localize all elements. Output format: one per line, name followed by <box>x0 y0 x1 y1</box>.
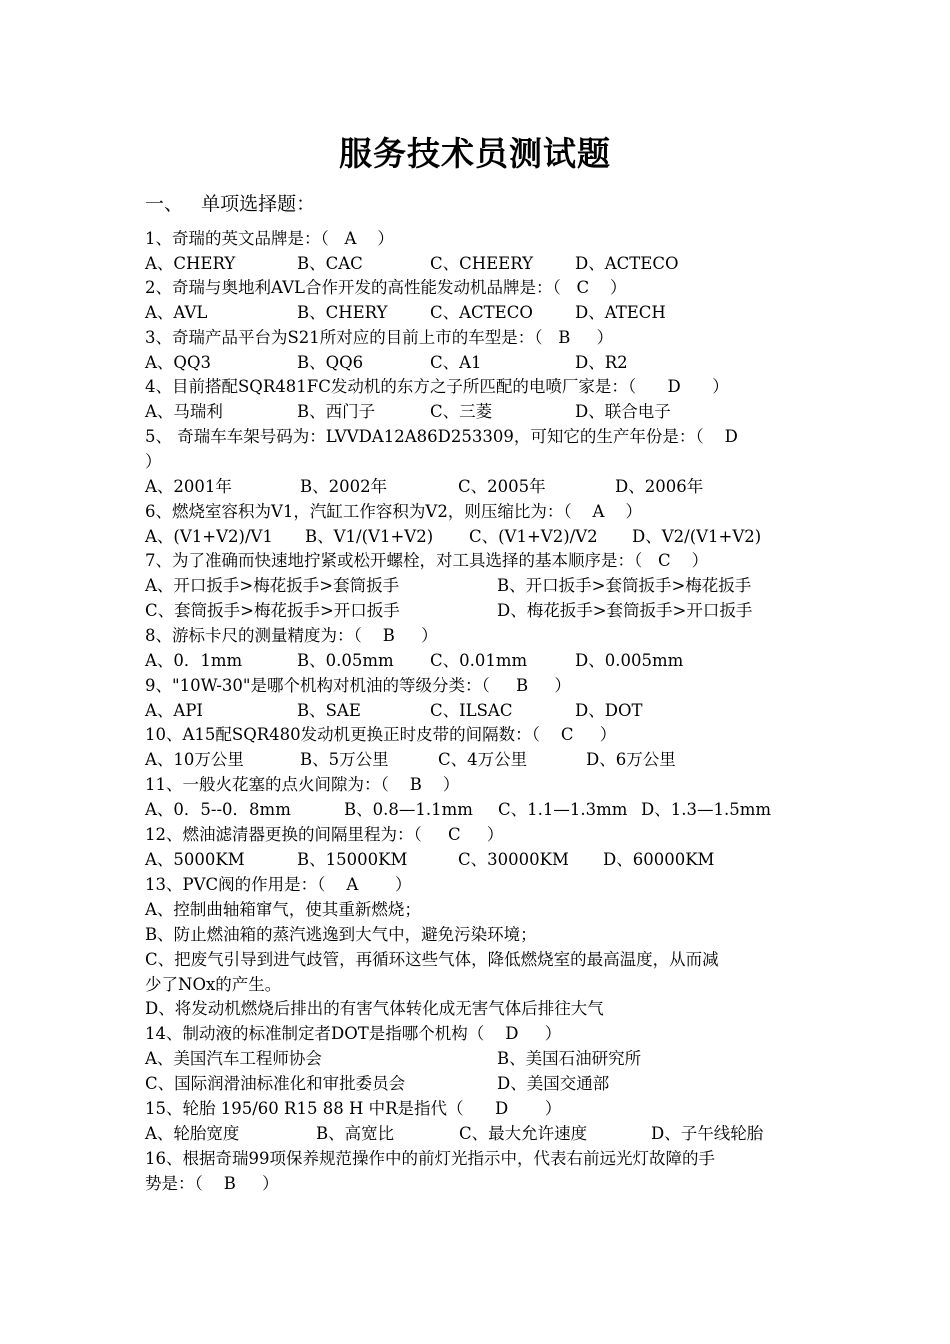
q4-option-d: D、联合电子 <box>575 402 671 421</box>
q14-option-c: C、国际润滑油标准化和审批委员会 <box>145 1074 406 1093</box>
q12-option-d: D、60000KM <box>603 850 715 869</box>
question-5: 5、 奇瑞车车架号码为：LVVDA12A86D253309，可知它的生产年份是：（ D <box>145 427 738 446</box>
page-title: 服务技术员测试题 <box>339 134 611 173</box>
q4-option-a: A、马瑞利 <box>145 402 223 421</box>
q5-option-c: C、2005年 <box>458 477 546 496</box>
q13-option-a: A、控制曲轴箱窜气，使其重新燃烧； <box>145 900 421 919</box>
q1-option-b: B、CAC <box>297 254 363 273</box>
q11-option-d: D、1.3—1.5mm <box>641 800 772 819</box>
q1-option-a: A、CHERY <box>145 254 236 273</box>
q11-option-c: C、1.1—1.3mm <box>498 800 628 819</box>
question-5-continued: ） <box>145 452 162 471</box>
q15-option-b: B、高宽比 <box>316 1124 395 1143</box>
q15-option-d: D、子午线轮胎 <box>651 1124 764 1143</box>
q8-option-c: C、0.01mm <box>430 651 528 670</box>
q2-option-c: C、ACTECO <box>430 303 533 322</box>
question-11: 11、一般火花塞的点火间隙为：（ B ） <box>145 775 460 794</box>
q9-option-b: B、SAE <box>297 701 361 720</box>
q7-option-a: A、开口扳手>梅花扳手>套筒扳手 <box>145 576 400 595</box>
q8-option-a: A、0．1mm <box>145 651 243 670</box>
question-3: 3、奇瑞产品平台为S21所对应的目前上市的车型是：（ B ） <box>145 328 614 347</box>
question-12: 12、燃油滤清器更换的间隔里程为：（ C ） <box>145 825 504 844</box>
question-1: 1、奇瑞的英文品牌是：（ A ） <box>145 229 394 248</box>
q9-option-d: D、DOT <box>575 701 643 720</box>
question-4: 4、目前搭配SQR481FC发动机的东方之子所匹配的电喷厂家是：（ D ） <box>145 377 729 396</box>
q2-option-a: A、AVL <box>145 303 208 322</box>
question-16-continued: 势是：（ B ） <box>145 1174 279 1193</box>
q12-option-b: B、15000KM <box>297 850 408 869</box>
q13-option-c-continued: 少了NOx的产生。 <box>145 975 282 994</box>
q4-option-c: C、三菱 <box>430 402 493 421</box>
question-15: 15、轮胎 195/60 R15 88 H 中R是指代（ D ） <box>145 1099 562 1118</box>
q6-option-c: C、(V1+V2)/V2 <box>469 527 598 546</box>
question-9: 9、"10W-30"是哪个机构对机油的等级分类：（ B ） <box>145 676 571 695</box>
q7-option-c: C、套筒扳手>梅花扳手>开口扳手 <box>145 601 400 620</box>
q15-option-a: A、轮胎宽度 <box>145 1124 240 1143</box>
question-6: 6、燃烧室容积为V1，汽缸工作容积为V2，则压缩比为：（ A ） <box>145 502 642 521</box>
q13-option-c: C、把废气引导到进气歧管，再循环这些气体，降低燃烧室的最高温度，从而减 <box>145 950 719 969</box>
q10-option-a: A、10万公里 <box>145 750 244 769</box>
question-14: 14、制动液的标准制定者DOT是指哪个机构（ D ） <box>145 1024 562 1043</box>
q3-option-d: D、R2 <box>575 353 628 372</box>
q15-option-c: C、最大允许速度 <box>459 1124 588 1143</box>
q8-option-b: B、0.05mm <box>297 651 394 670</box>
q12-option-c: C、30000KM <box>458 850 569 869</box>
question-16: 16、根据奇瑞99项保养规范操作中的前灯光指示中，代表右前远光灯故障的手 <box>145 1149 715 1168</box>
q14-option-a: A、美国汽车工程师协会 <box>145 1049 322 1068</box>
q9-option-a: A、API <box>145 701 203 720</box>
q5-option-a: A、2001年 <box>145 477 232 496</box>
q5-option-b: B、2002年 <box>300 477 388 496</box>
q13-option-d: D、将发动机燃烧后排出的有害气体转化成无害气体后排往大气 <box>145 999 604 1018</box>
q5-option-d: D、2006年 <box>615 477 704 496</box>
question-10: 10、A15配SQR480发动机更换正时皮带的间隔数：（ C ） <box>145 725 617 744</box>
q7-option-d: D、梅花扳手>套筒扳手>开口扳手 <box>497 601 753 620</box>
q14-option-b: B、美国石油研究所 <box>497 1049 642 1068</box>
q3-option-b: B、QQ6 <box>297 353 364 372</box>
q1-option-c: C、CHEERY <box>430 254 534 273</box>
q3-option-c: C、A1 <box>430 353 482 372</box>
question-8: 8、游标卡尺的测量精度为：（ B ） <box>145 626 438 645</box>
section-heading: 一、 单项选择题： <box>145 193 316 215</box>
q6-option-d: D、V2/(V1+V2) <box>632 527 762 546</box>
q12-option-a: A、5000KM <box>145 850 245 869</box>
q14-option-d: D、美国交通部 <box>497 1074 610 1093</box>
q10-option-d: D、6万公里 <box>586 750 676 769</box>
q2-option-b: B、CHERY <box>297 303 388 322</box>
q6-option-b: B、V1/(V1+V2) <box>305 527 434 546</box>
q11-option-b: B、0.8—1.1mm <box>344 800 473 819</box>
q4-option-b: B、西门子 <box>297 402 376 421</box>
q10-option-b: B、5万公里 <box>300 750 389 769</box>
q13-option-b: B、防止燃油箱的蒸汽逃逸到大气中，避免污染环境； <box>145 925 537 944</box>
q10-option-c: C、4万公里 <box>438 750 528 769</box>
question-13: 13、PVC阀的作用是：（ A ） <box>145 875 412 894</box>
question-7: 7、为了准确而快速地拧紧或松开螺栓，对工具选择的基本顺序是：（ C ） <box>145 551 709 570</box>
q3-option-a: A、QQ3 <box>145 353 211 372</box>
q9-option-c: C、ILSAC <box>430 701 513 720</box>
q7-option-b: B、开口扳手>套筒扳手>梅花扳手 <box>497 576 752 595</box>
q1-option-d: D、ACTECO <box>575 254 679 273</box>
q2-option-d: D、ATECH <box>575 303 666 322</box>
q8-option-d: D、0.005mm <box>575 651 684 670</box>
q11-option-a: A、0．5--0．8mm <box>145 800 291 819</box>
q6-option-a: A、(V1+V2)/V1 <box>145 527 273 546</box>
question-2: 2、奇瑞与奥地利AVL合作开发的高性能发动机品牌是：（ C ） <box>145 278 627 297</box>
